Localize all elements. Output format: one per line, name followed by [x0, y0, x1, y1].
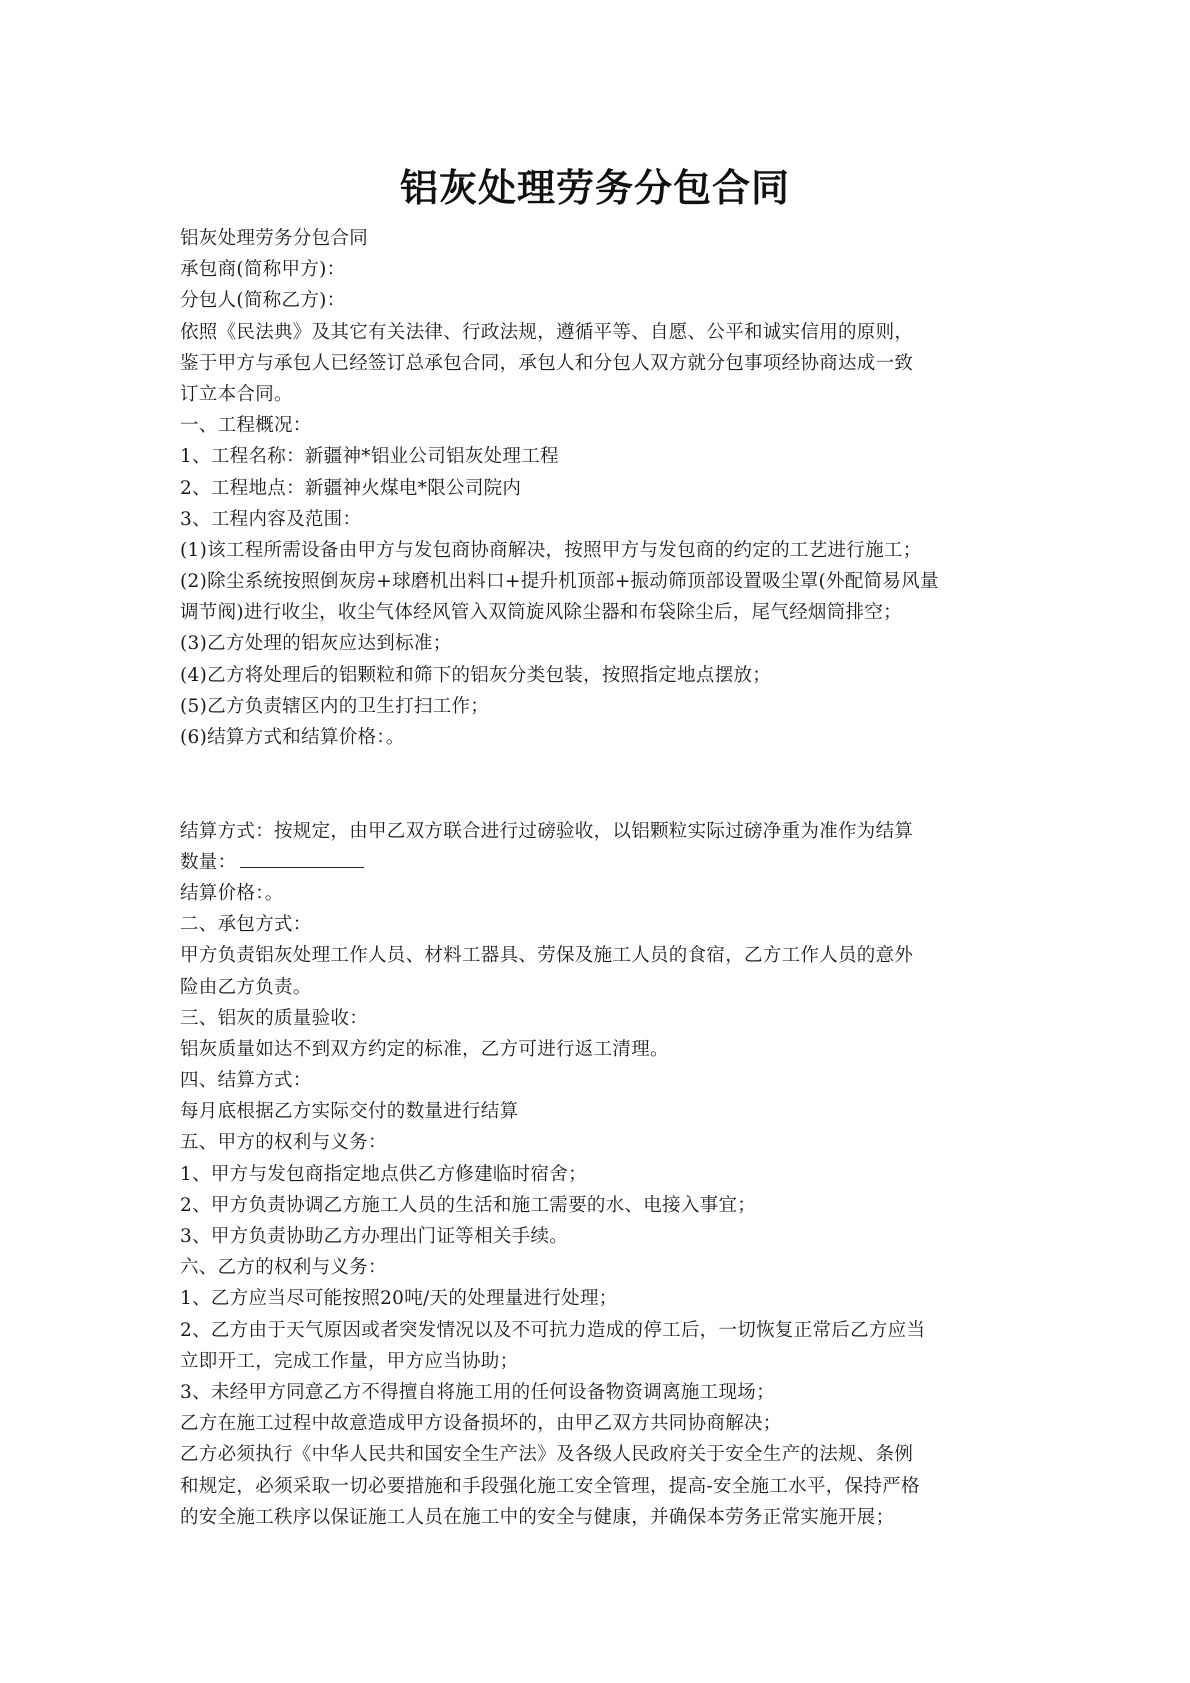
section-heading: 五、甲方的权利与义务：: [180, 1132, 387, 1154]
clause-line: 3、甲方负责协助乙方办理出门证等相关手续。: [180, 1226, 569, 1248]
clause-line: 3、未经甲方同意乙方不得擅自将施工用的任何设备物资调离施工现场；: [180, 1381, 775, 1403]
document-body: [180, 223, 1020, 1533]
clause-line: (3)乙方处理的铝灰应达到标准；: [180, 633, 452, 655]
party-b-line: 分包人(简称乙方)：: [180, 290, 346, 312]
section-heading: 二、承包方式：: [180, 914, 312, 936]
clause-line: 铝灰质量如达不到双方约定的标准，乙方可进行返工清理。: [180, 1038, 669, 1060]
clause-line: (1)该工程所需设备由甲方与发包商协商解决，按照甲方与发包商的约定的工艺进行施工；: [180, 539, 922, 561]
clause-line: (6)结算方式和结算价格：。: [180, 727, 405, 748]
clause-line: 2、乙方由于天气原因或者突发情况以及不可抗力造成的停工后，一切恢复正常后乙方应当: [180, 1319, 926, 1341]
subtitle-line: 铝灰处理劳务分包合同: [180, 228, 369, 249]
preamble-line: 订立本合同。: [180, 383, 293, 405]
clause-line: 2、工程地点：新疆神火煤电*限公司院内: [180, 477, 522, 499]
clause-line: 结算价格：。: [180, 882, 284, 904]
clause-line: 调节阀)进行收尘，收尘气体经风管入双筒旋风除尘器和布袋除尘后，尾气经烟筒排空；: [180, 602, 902, 624]
clause-line: 和规定，必须采取一切必要措施和手段强化施工安全管理，提高-安全施工水平，保持严格: [180, 1475, 920, 1497]
clause-line: 乙方必须执行《中华人民共和国安全生产法》及各级人民政府关于安全生产的法规、条例: [180, 1444, 914, 1466]
blank-space: [180, 753, 1020, 815]
clause-line: (5)乙方负责辖区内的卫生打扫工作；: [180, 695, 490, 717]
quantity-line: [180, 847, 1020, 878]
preamble-line: 鉴于甲方与承包人已经签订总承包合同，承包人和分包人双方就分包事项经协商达成一致: [180, 352, 914, 374]
clause-line: (2)除尘系统按照倒灰房+球磨机出料口+提升机顶部+振动筛顶部设置吸尘罩(外配简易风量: [180, 571, 939, 593]
preamble-line: 依照《民法典》及其它有关法律、行政法规，遵循平等、自愿、公平和诚实信用的原则，: [180, 321, 914, 343]
quantity-blank-field: [240, 849, 364, 868]
clause-line: 每月底根据乙方实际交付的数量进行结算: [180, 1101, 519, 1123]
clause-line: 2、甲方负责协调乙方施工人员的生活和施工需要的水、电接入事宜；: [180, 1194, 757, 1216]
section-heading: 一、工程概况：: [180, 415, 312, 437]
clause-line: (4)乙方将处理后的铝颗粒和筛下的铝灰分类包装，按照指定地点摆放；: [180, 664, 772, 686]
quantity-label: 数量：: [180, 851, 237, 873]
clause-line: 1、甲方与发包商指定地点供乙方修建临时宿舍；: [180, 1163, 587, 1185]
clause-line: 立即开工，完成工作量，甲方应当协助；: [180, 1350, 519, 1372]
settlement-method-line: 结算方式：按规定，由甲乙双方联合进行过磅验收，以铝颗粒实际过磅净重为准作为结算: [180, 820, 914, 842]
clause-line: 甲方负责铝灰处理工作人员、材料工器具、劳保及施工人员的食宿，乙方工作人员的意外: [180, 945, 914, 967]
clause-line: 3、工程内容及范围：: [180, 508, 362, 530]
clause-line: 1、工程名称：新疆神*铝业公司铝灰处理工程: [180, 446, 559, 468]
section-heading: 六、乙方的权利与义务：: [180, 1257, 387, 1279]
clause-line: 1、乙方应当尽可能按照20吨/天的处理量进行处理；: [180, 1288, 618, 1310]
document-title: 铝灰处理劳务分包合同: [399, 166, 790, 210]
clause-line: 的安全施工秩序以保证施工人员在施工中的安全与健康，并确保本劳务正常实施开展；: [180, 1506, 895, 1528]
party-a-line: 承包商(简称甲方)：: [180, 259, 346, 281]
clause-line: 乙方在施工过程中故意造成甲方设备损坏的，由甲乙双方共同协商解决；: [180, 1413, 782, 1435]
clause-line: 险由乙方负责。: [180, 976, 312, 998]
section-heading: 三、铝灰的质量验收：: [180, 1007, 369, 1029]
section-heading: 四、结算方式：: [180, 1070, 312, 1092]
